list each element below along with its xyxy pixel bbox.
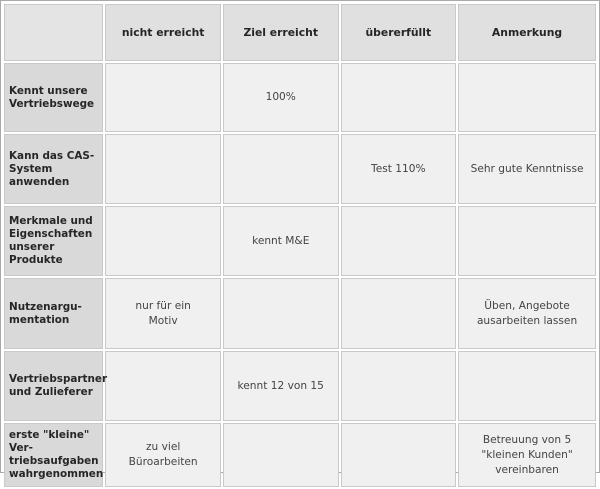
row-label: Vertriebspartner und Zulieferer [4,351,103,421]
table-row [4,423,596,487]
cell-nicht-erreicht: nur für ein Motiv [105,278,221,349]
cell-anmerkung [458,63,596,132]
cell-anmerkung: Betreuung von 5 "kleinen Kunden" vereinbaren [458,423,596,487]
cell-anmerkung [458,351,596,421]
column-header-anmerkung: Anmerkung [458,4,596,61]
row-label: Kennt unsere Vertriebswege [4,63,103,132]
header-row [4,4,596,61]
cell-uebererfuellt [341,278,457,349]
cell-nicht-erreicht: zu viel Büroarbeiten [105,423,221,487]
cell-uebererfuellt [341,63,457,132]
cell-uebererfuellt: Test 110% [341,134,457,204]
cell-uebererfuellt [341,423,457,487]
cell-nicht-erreicht [105,351,221,421]
table-row [4,351,596,421]
cell-ziel-erreicht: kennt M&E [223,206,339,276]
row-label: erste "kleine" Ver- triebsaufgaben wahrgenommen [4,423,103,487]
table-row [4,63,596,132]
cell-nicht-erreicht [105,134,221,204]
column-header-uebererfuellt: übererfüllt [341,4,457,61]
row-label: Merkmale und Eigenschaften unserer Produkte [4,206,103,276]
cell-ziel-erreicht [223,278,339,349]
cell-nicht-erreicht [105,206,221,276]
cell-uebererfuellt [341,351,457,421]
corner-cell [4,4,103,61]
cell-ziel-erreicht: kennt 12 von 15 [223,351,339,421]
evaluation-table [2,2,598,489]
row-label: Nutzenargu- mentation [4,278,103,349]
cell-ziel-erreicht: 100% [223,63,339,132]
table-row [4,206,596,276]
cell-ziel-erreicht [223,423,339,487]
column-header-nicht-erreicht: nicht erreicht [105,4,221,61]
cell-anmerkung: Sehr gute Kenntnisse [458,134,596,204]
cell-uebererfuellt [341,206,457,276]
column-header-ziel-erreicht: Ziel erreicht [223,4,339,61]
row-label: Kann das CAS- System anwenden [4,134,103,204]
table-row [4,134,596,204]
table-row [4,278,596,349]
cell-nicht-erreicht [105,63,221,132]
cell-anmerkung [458,206,596,276]
cell-anmerkung: Üben, Angebote ausarbeiten lassen [458,278,596,349]
cell-ziel-erreicht [223,134,339,204]
